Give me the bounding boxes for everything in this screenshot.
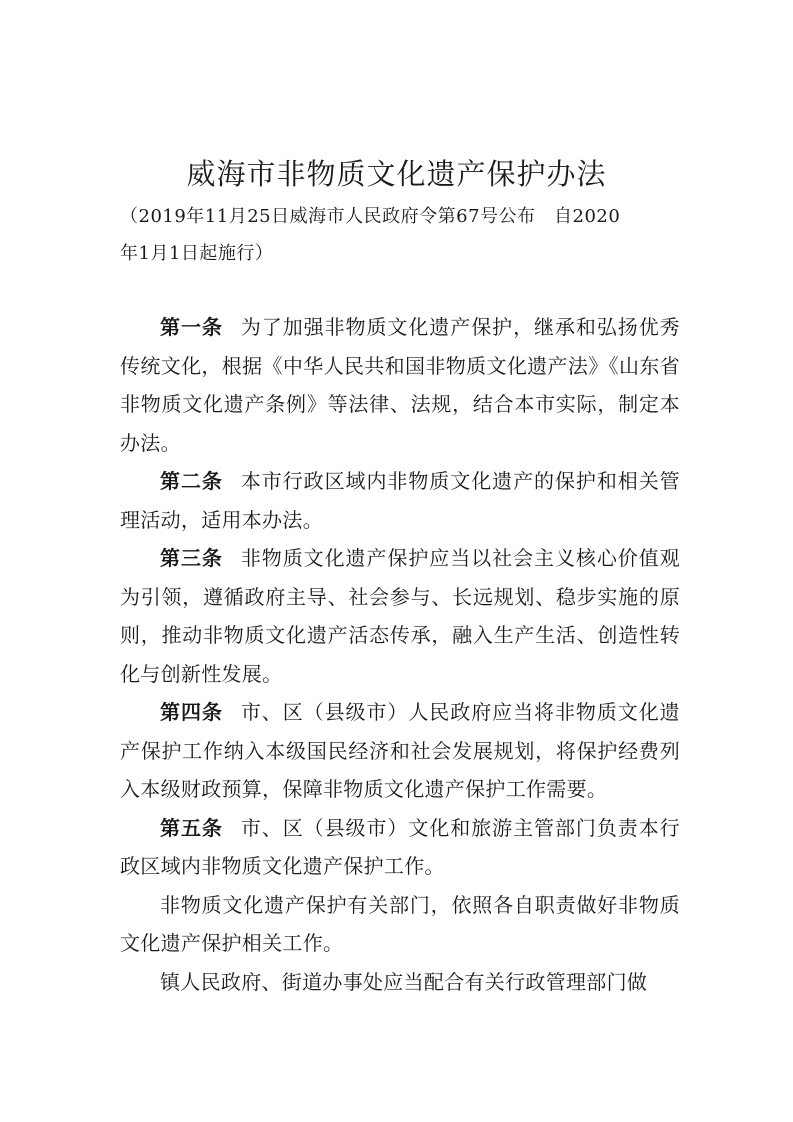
subtitle-line: 年1月1日起施行） xyxy=(120,243,274,264)
article-paragraph xyxy=(120,308,680,462)
article-paragraph xyxy=(120,886,680,963)
article-text: 非物质文化遗产保护有关部门，依照各自职责做好非物质文化遗产保护相关工作。 xyxy=(120,892,680,955)
article-text: 非物质文化遗产保护应当以社会主义核心价值观为引领，遵循政府主导、社会参与、长远规划、稳步实施的原则，推动非物质文化遗产活态传承，融入生产生活、创造性转化与创新性发展。 xyxy=(120,546,680,686)
article-label: 第二条 xyxy=(160,469,223,493)
article-paragraph xyxy=(120,809,680,886)
article-text: 为了加强非物质文化遗产保护，继承和弘扬优秀传统文化，根据《中华人民共和国非物质文化遗产法》《山东省非物质文化遗产条例》等法律、法规，结合本市实际，制定本办法。 xyxy=(120,315,680,455)
article-paragraph xyxy=(120,539,680,693)
document-subtitle xyxy=(120,198,680,272)
article-text: 市、区（县级市）文化和旅游主管部门负责本行政区域内非物质文化遗产保护工作。 xyxy=(120,815,680,878)
article-paragraph xyxy=(120,963,680,1002)
subtitle-line: （2019年11月25日威海市人民政府令第67号公布 自2020 xyxy=(120,206,621,227)
document-title: 威海市非物质文化遗产保护办法 xyxy=(186,157,607,191)
article-label: 第一条 xyxy=(160,315,223,339)
article-paragraph xyxy=(120,462,680,539)
article-text: 本市行政区域内非物质文化遗产的保护和相关管理活动，适用本办法。 xyxy=(120,469,680,532)
article-label: 第五条 xyxy=(160,815,223,840)
article-text: 镇人民政府、街道办事处应当配合有关行政管理部门做 xyxy=(160,969,648,994)
document-body xyxy=(120,308,680,1001)
article-label: 第三条 xyxy=(160,546,223,570)
article-paragraph xyxy=(120,693,680,809)
article-label: 第四条 xyxy=(160,700,223,724)
article-text: 市、区（县级市）人民政府应当将非物质文化遗产保护工作纳入本级国民经济和社会发展规划，将保护经费列入本级财政预算，保障非物质文化遗产保护工作需要。 xyxy=(120,700,680,801)
